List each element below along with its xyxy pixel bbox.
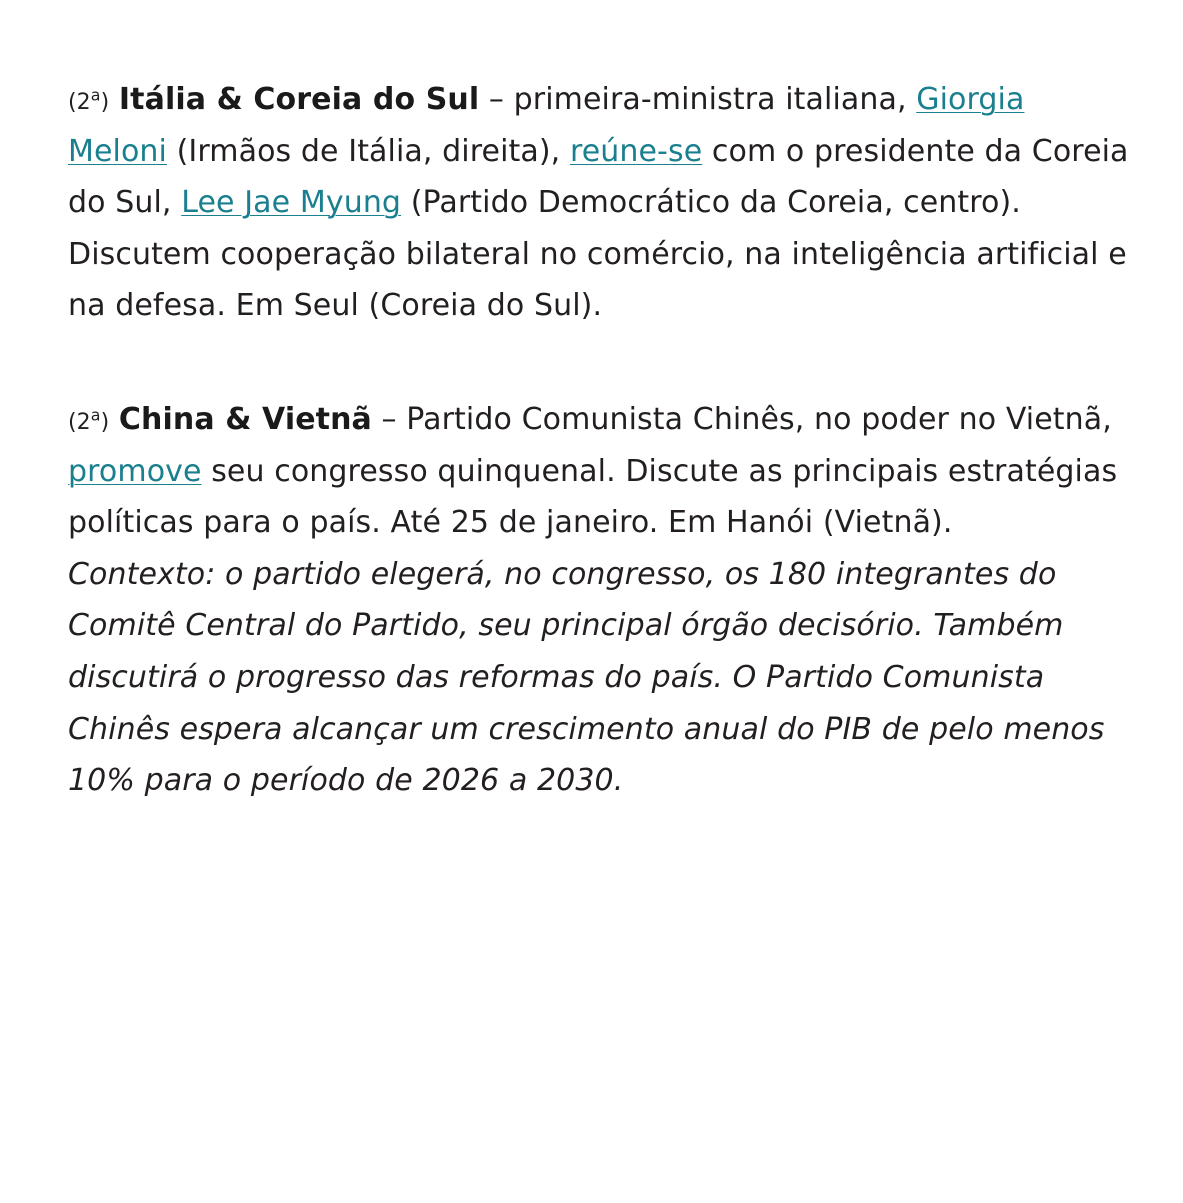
day-marker — [68, 85, 110, 115]
entry-text-4: (Partido Democrático da Coreia, centro). Discutem cooperação bilateral no comércio, na inteligência artificial e na defesa. Em Seul (Coreia do Sul). — [68, 185, 1127, 324]
day-marker-close: ) — [100, 409, 110, 435]
entry-dash: – — [371, 401, 407, 437]
entry-title: China & Vietnã — [118, 401, 372, 437]
entry-text-2: seu congresso quinquenal. Discute as principais estratégias políticas para o país. Até 25 de janeiro. Em Hanói (Vietnã). — [68, 453, 1118, 541]
entry-title: Itália & Coreia do Sul — [118, 82, 480, 117]
agenda-entry-china-vietna — [68, 394, 1133, 807]
agenda-entry-italia-coreia — [68, 74, 1133, 332]
day-marker — [68, 405, 110, 435]
day-marker-close: ) — [100, 90, 110, 115]
entry-text-2: (Irmãos de Itália, direita), — [166, 133, 570, 169]
entry-context: Contexto: o partido elegerá, no congresso, os 180 integrantes do Comitê Central do Partido, seu principal órgão decisório. Também discutirá o progresso das reformas do país. O Partido Comunista Chinês espera alcançar um crescimento anual do PIB de pelo menos 10% para o período de 2026 a 2030. — [68, 556, 1105, 799]
day-marker-ordinal: a — [90, 85, 101, 105]
day-marker-open: (2 — [68, 409, 91, 435]
entry-text-1: primeira-ministra italiana, — [513, 82, 917, 117]
link-lee-jae-myung[interactable]: Lee Jae Myung — [181, 185, 402, 221]
day-marker-ordinal: a — [90, 405, 101, 425]
entry-text-3: com o presidente da Coreia do Sul, — [68, 133, 1129, 221]
link-reune-se[interactable]: reúne-se — [569, 133, 703, 169]
link-promove[interactable]: promove — [68, 453, 202, 489]
day-marker-open: (2 — [68, 90, 91, 115]
entry-dash: – — [479, 82, 514, 117]
link-giorgia-meloni[interactable]: Giorgia Meloni — [68, 82, 1025, 169]
entry-text-1: Partido Comunista Chinês, no poder no Vietnã, — [406, 401, 1112, 437]
